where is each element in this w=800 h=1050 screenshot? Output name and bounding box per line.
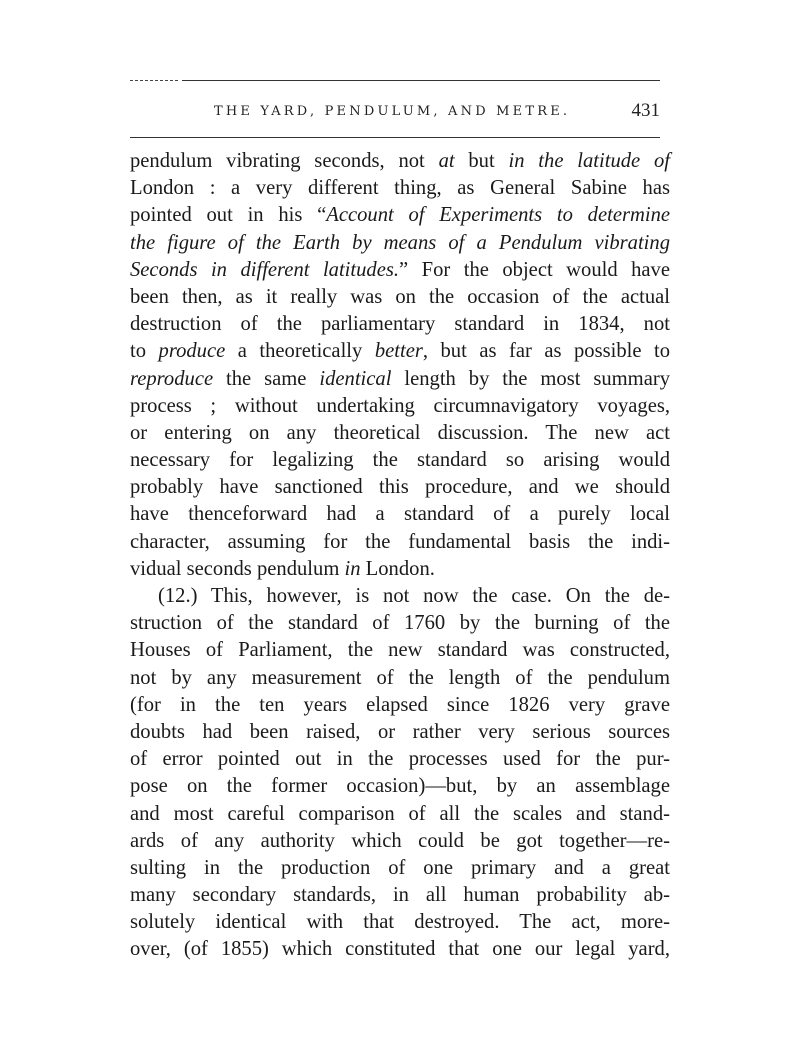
text-line <box>130 447 670 474</box>
text-segment: pointed out in his “ <box>130 204 327 227</box>
text-line <box>130 773 670 800</box>
text-segment: or entering on any theoretical discussion. The new act <box>130 421 670 444</box>
running-title: THE YARD, PENDULUM, AND METRE. <box>214 104 571 119</box>
text-line <box>130 692 670 719</box>
page-number: 431 <box>631 100 660 121</box>
header-rule-bottom <box>130 137 660 138</box>
text-segment: necessary for legalizing the standard so arising would <box>130 449 670 472</box>
italic-text: in the latitude of <box>508 150 670 172</box>
text-segment: pendulum vibrating seconds, not <box>130 150 439 172</box>
text-segment: struction of the standard of 1760 by the burning of the <box>130 612 670 635</box>
text-segment: ” For the object would have <box>399 258 670 281</box>
text-segment: not by any measurement of the length of the pendulum <box>130 666 670 689</box>
text-line <box>130 366 670 393</box>
text-line <box>130 936 670 963</box>
text-line <box>130 175 670 202</box>
text-segment: doubts had been raised, or rather very serious sources <box>130 720 670 743</box>
text-segment: length by the most summary <box>391 367 670 390</box>
text-line <box>130 583 670 610</box>
text-segment: pose on the former occasion)—but, by an assemblage <box>130 775 670 798</box>
text-line <box>130 801 670 828</box>
header-rule-top <box>182 80 660 81</box>
text-segment: sulting in the production of one primary and a great <box>130 856 670 879</box>
text-line <box>130 230 670 257</box>
text-segment: Houses of Parliament, the new standard was constructed, <box>130 639 670 662</box>
text-line <box>130 556 670 583</box>
italic-text: better <box>374 340 423 363</box>
text-segment: process ; without undertaking circumnavigatory voyages, <box>130 394 670 417</box>
text-line <box>130 257 670 284</box>
text-segment: ards of any authority which could be got together—re- <box>130 829 670 852</box>
text-line <box>130 501 670 528</box>
text-line <box>130 746 670 773</box>
text-line <box>130 909 670 936</box>
italic-text: in <box>344 557 361 580</box>
running-head <box>130 100 660 124</box>
text-segment: (12.) This, however, is not now the case. On the de- <box>158 585 670 607</box>
text-segment: vidual seconds pendulum <box>130 557 345 580</box>
text-segment: London. <box>360 557 435 580</box>
text-line <box>130 338 670 365</box>
text-segment: , but as far as possible to <box>422 340 671 363</box>
text-line <box>130 855 670 882</box>
text-line <box>130 474 670 501</box>
italic-text: the figure of the Earth by means of a Pendulum vibrating <box>130 231 670 254</box>
text-line <box>130 882 670 909</box>
text-segment: over, (of 1855) which constituted that one our legal yard, <box>130 938 670 961</box>
text-segment: solutely identical with that destroyed. The act, more- <box>130 911 670 934</box>
text-segment: destruction of the parliamentary standard in 1834, not <box>130 313 670 336</box>
text-segment: the same <box>213 367 320 390</box>
italic-text: produce <box>158 340 226 363</box>
text-line <box>130 148 670 175</box>
text-segment: have thenceforward had a standard of a purely local <box>130 503 670 526</box>
text-segment: been then, as it really was on the occasion of the actual <box>130 285 670 308</box>
text-line <box>130 719 670 746</box>
text-line <box>130 610 670 637</box>
text-line <box>130 202 670 229</box>
text-segment: many secondary standards, in all human probability ab- <box>130 884 670 907</box>
body-text <box>130 148 670 964</box>
text-segment: probably have sanctioned this procedure, and we should <box>130 476 670 499</box>
text-line <box>130 420 670 447</box>
text-segment: of error pointed out in the processes used for the pur- <box>130 748 670 771</box>
text-segment: (for in the ten years elapsed since 1826 very grave <box>130 693 670 716</box>
text-segment: and most careful comparison of all the scales and stand- <box>130 802 670 825</box>
text-line <box>130 393 670 420</box>
italic-text: identical <box>319 367 392 390</box>
text-segment: a theoretically <box>225 340 375 363</box>
text-line <box>130 828 670 855</box>
italic-text: Account of Experiments to determine <box>326 204 671 227</box>
text-line <box>130 529 670 556</box>
text-segment: but <box>454 150 509 172</box>
header-rule-dashed <box>130 80 178 81</box>
italic-text: Seconds in different latitudes. <box>130 258 400 281</box>
text-line <box>130 284 670 311</box>
text-line <box>130 665 670 692</box>
text-segment: character, assuming for the fundamental basis the indi- <box>130 530 670 553</box>
italic-text: reproduce <box>130 367 214 390</box>
text-segment: London : a very different thing, as General Sabine has <box>130 177 670 200</box>
text-line <box>130 637 670 664</box>
text-segment: to <box>130 340 159 363</box>
text-line <box>130 311 670 338</box>
italic-text: at <box>438 150 455 172</box>
